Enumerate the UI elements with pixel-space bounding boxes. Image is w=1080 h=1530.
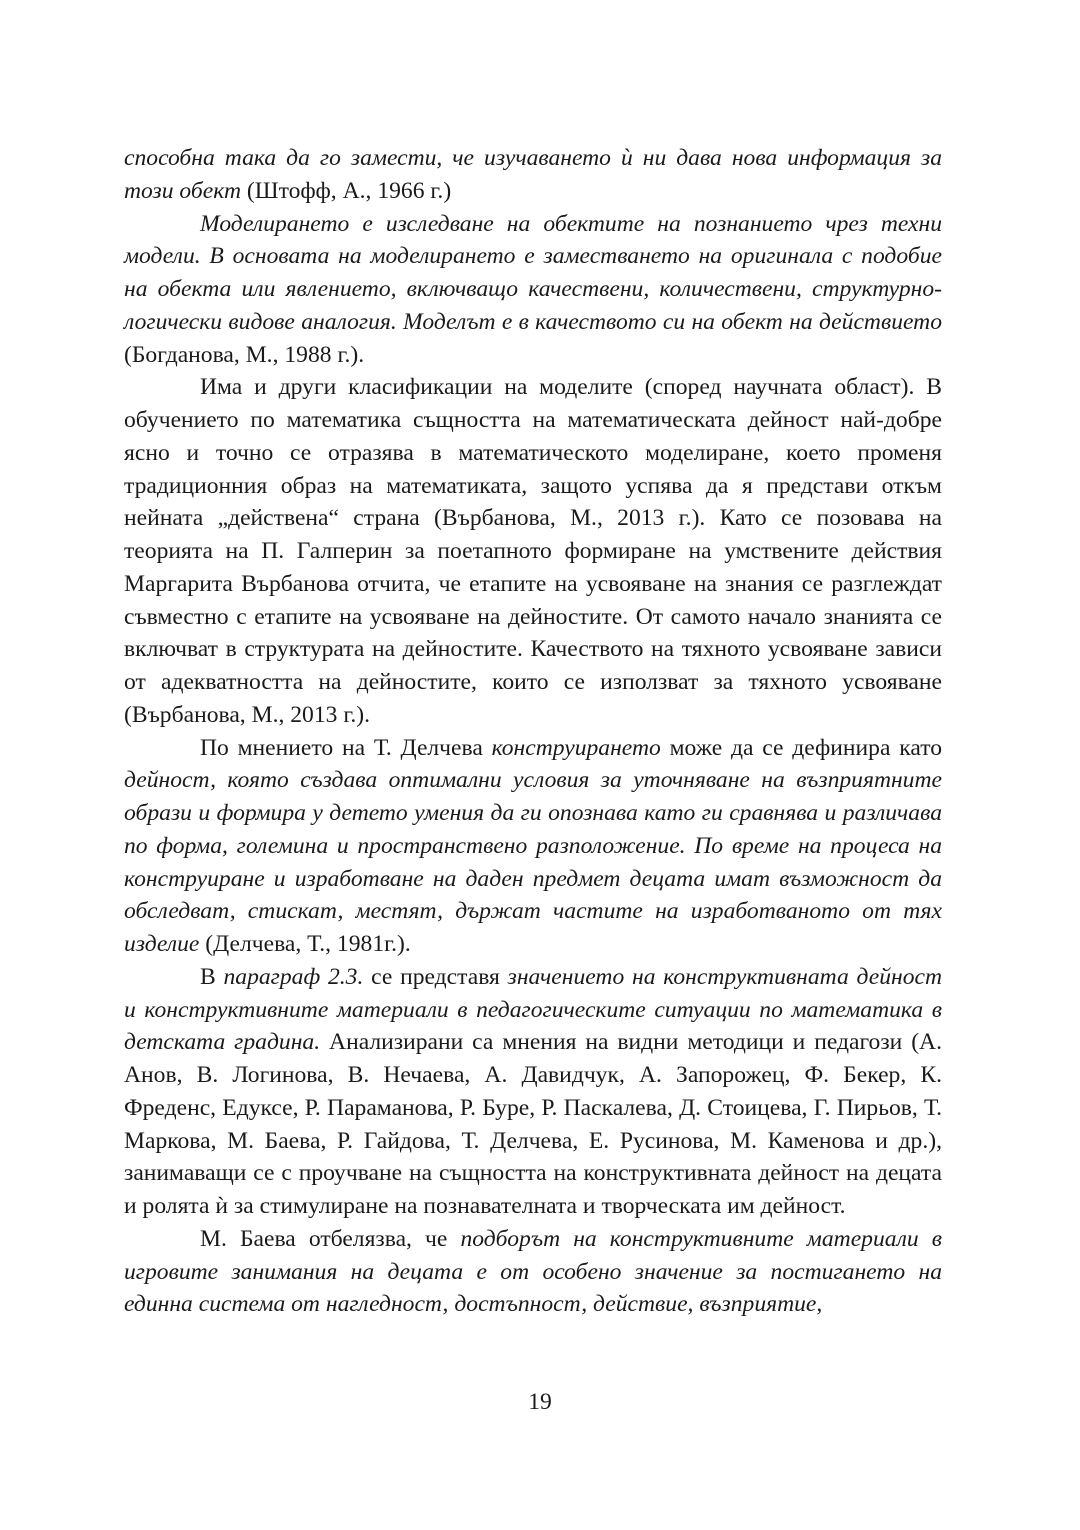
text-run: (Делчева, Т., 1981г.). xyxy=(199,931,411,957)
paragraph-2 xyxy=(124,208,942,372)
text-run: (Штофф, А., 1966 г.) xyxy=(241,177,452,204)
text-run: подборът на конструктивните материали в игровите занимания на децата е от особено значение за постигането на единна система от нагледност, достъпност, действие, възприятие, xyxy=(124,1225,942,1318)
text-run: По мнението на Т. Делчева xyxy=(200,734,492,761)
text-run: може да се дефинира като xyxy=(660,734,942,761)
text-run: Анализирани са мнения на видни методици и педагози (А. Анов, В. Логинова, В. Нечаева, А. Давидчук, А. Запорожец, Ф. Бекер, К. Фреденс, Едуксе, Р. Параманова, Р. Буре, Р. Паскалева, Д. Стоицева, Г. Пирьов, Т. Маркова, М. Баева, Р. Гайдова, Т. Делчева, Е. Русинова, М. Каменова и др.), занимаващи се с проучване на същността на конструктивната дейност на децата и ролята ѝ за стимулиране на познавателната и творческата им дейност. xyxy=(124,1029,942,1219)
text-run: параграф 2.3. xyxy=(223,963,364,990)
page-body xyxy=(124,142,942,1321)
text-run: Моделирането е изследване на обектите на познанието чрез техни модели. В основата на моделирането е заместването на оригинала с подобие на обекта или явлението, включващо качествени, количествени, структурно-логически видове аналогия. Моделът е в качеството си на обект на действието xyxy=(124,210,942,335)
text-run: В xyxy=(200,963,224,990)
text-run: дейност, която създава оптимални условия за уточняване на възприятните образи и формира у детето умения да ги опознава като ги сравнява и различава по форма, големина и пространствено разположение. По време на процеса на конструиране и изработване на даден предмет децата имат възможност да обследват, стискат, местят, държат частите на изработваното от тях изделие xyxy=(124,767,942,957)
paragraph-1 xyxy=(124,142,942,208)
paragraph-3 xyxy=(124,371,942,731)
text-run: (Богданова, М., 1988 г.). xyxy=(124,341,365,368)
paragraph-6 xyxy=(124,1223,942,1321)
text-run: Има и други класификации на моделите (според научната област). В обучението по математика същността на математическата дейност най-добре ясно и точно се отразява в математическото моделиране, което променя традиционния образ на математиката, защото успява да я представи откъм нейната „действена“ страна (Върбанова, М., 2013 г.). Като се позовава на теорията на П. Галперин за поетапното формиране на умствените действия Маргарита Върбанова отчита, че етапите на усвояване на знания се разглеждат съвместно с етапите на усвояване на дейностите. От самото начало знанията се включват в структурата на дейностите. Качеството на тяхното усвояване зависи от адекватността на дейностите, които се използват за тяхното усвояване (Върбанова, М., 2013 г.). xyxy=(124,374,942,728)
paragraph-4 xyxy=(124,732,942,961)
paragraph-5 xyxy=(124,961,942,1223)
text-run: способна така да го замести, че изучаването ѝ ни дава нова информация за този обект xyxy=(124,145,942,204)
text-run: конструирането xyxy=(491,734,661,761)
page-number: 19 xyxy=(528,1389,552,1415)
text-run: се представя xyxy=(363,963,508,990)
text-run: значението на конструктивната дейност и конструктивните материали в педагогическите ситуации по математика в детската градина. xyxy=(124,963,943,1056)
text-run: М. Баева отбелязва, че xyxy=(200,1225,461,1252)
